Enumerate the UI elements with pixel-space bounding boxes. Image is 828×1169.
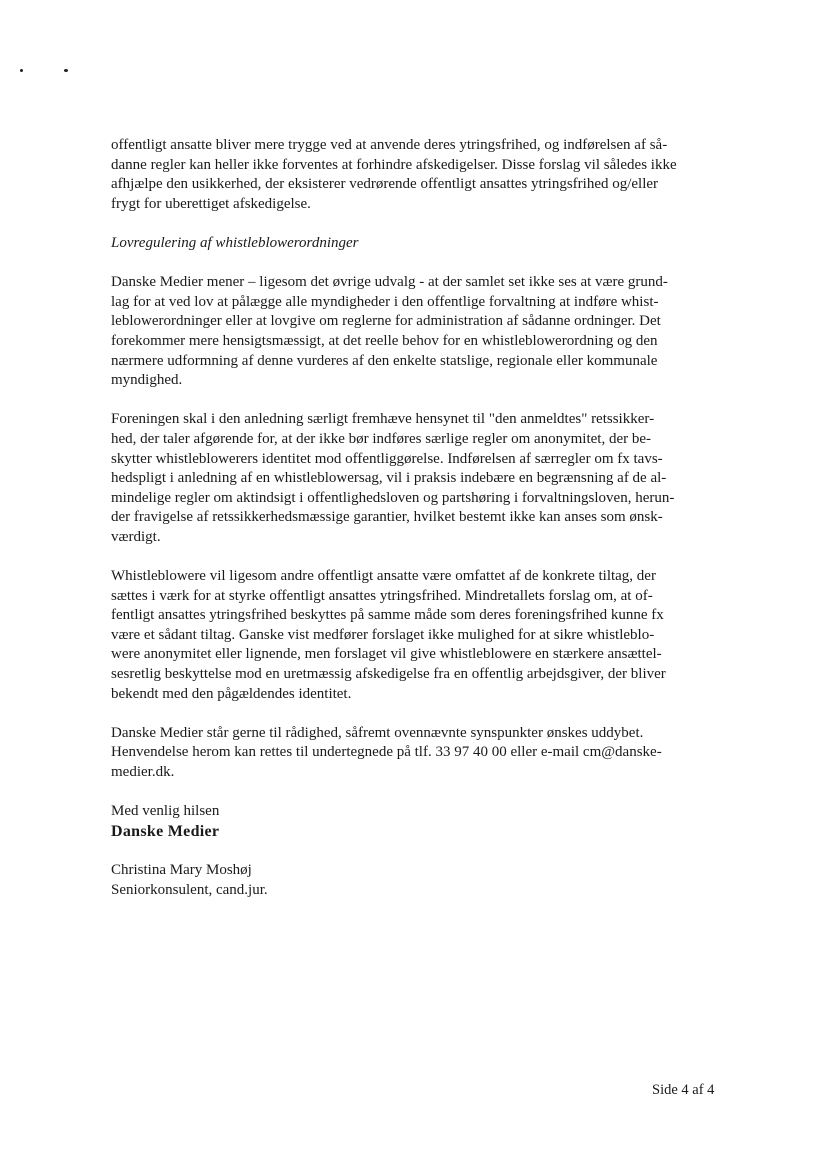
text-line: forekommer mere hensigtsmæssigt, at det reelle behov for en whistleblowerordning og den xyxy=(111,332,658,349)
paragraph-2 xyxy=(111,410,717,547)
text-line: Whistleblowere vil ligesom andre offentligt ansatte være omfattet af de konkrete tiltag, der xyxy=(111,568,656,585)
text-line: fentligt ansattes ytringsfrihed beskyttes på samme måde som deres foreningsfrihed kunne fx xyxy=(111,607,664,624)
text-line: leblowerordninger eller at lovgive om reglerne for administration af sådanne ordninger. Det xyxy=(111,313,661,330)
text-line: Foreningen skal i den anledning særligt fremhæve hensynet til "den anmeldtes" retssikker- xyxy=(111,411,655,428)
text-line: Henvendelse herom kan rettes til undertegnede på tlf. 33 97 40 00 eller e-mail cm@danske- xyxy=(111,744,662,761)
text-line: der fravigelse af retssikkerhedsmæssige garantier, hvilket bestemt ikke kan anses som ønsk- xyxy=(111,509,663,526)
scan-mark xyxy=(20,69,23,72)
text-line: skytter whistleblowerers identitet mod offentliggørelse. Indførelsen af særregler om fx tavs- xyxy=(111,450,663,467)
text-line: sættes i værk for at styrke offentligt ansattes ytringsfrihed. Mindretallets forslag om, at of- xyxy=(111,587,653,604)
text-line: sesretlig beskyttelse mod en uretmæssig afskedigelse fra en offentlig arbejdsgiver, der bliver xyxy=(111,666,666,683)
document-body xyxy=(111,136,717,900)
paragraph-4 xyxy=(111,724,717,783)
signer-title: Seniorkonsulent, cand.jur. xyxy=(111,881,268,898)
text-line: Danske Medier mener – ligesom det øvrige udvalg - at der samlet set ikke ses at være grund- xyxy=(111,274,668,291)
signer-name: Christina Mary Moshøj xyxy=(111,861,252,878)
scan-mark xyxy=(64,69,68,72)
text-line: lag for at ved lov at pålægge alle myndigheder i den offentlige forvaltning at indføre whist- xyxy=(111,293,659,310)
text-line: danne regler kan heller ikke forventes at forhindre afskedigelser. Disse forslag vil således ikke xyxy=(111,156,677,173)
paragraph-1 xyxy=(111,273,717,391)
closing-salutation: Med venlig hilsen xyxy=(111,803,220,820)
text-line: være et sådant tiltag. Ganske vist medfører forslaget ikke mulighed for at sikre whistleblo- xyxy=(111,626,655,643)
text-line: myndighed. xyxy=(111,372,183,389)
company-name: Danske Medier xyxy=(111,822,220,840)
text-line: værdigt. xyxy=(111,528,161,545)
text-line: offentligt ansatte bliver mere trygge ved at anvende deres ytringsfrihed, og indførelsen af så- xyxy=(111,137,668,153)
text-line: nærmere udformning af denne vurderes af den enkelte statslige, regionale eller kommunale xyxy=(111,352,658,369)
text-line: bekendt med den pågældendes identitet. xyxy=(111,685,352,702)
text-line: frygt for uberettiget afskedigelse. xyxy=(111,195,311,212)
text-line: hed, der taler afgørende for, at der ikke bør indføres særlige regler om anonymitet, der be- xyxy=(111,430,652,447)
intro-paragraph xyxy=(111,136,717,214)
text-line: hedspligt i anledning af en whistleblowersag, vil i praksis indebære en begrænsning af de al- xyxy=(111,470,667,487)
section-heading: Lovregulering af whistleblowerordninger xyxy=(111,234,359,251)
text-line: afhjælpe den usikkerhed, der eksisterer vedrørende offentligt ansattes ytringsfrihed og/eller xyxy=(111,176,659,193)
text-line: medier.dk. xyxy=(111,764,175,780)
page-number: Side 4 af 4 xyxy=(652,1082,715,1098)
text-line: were anonymitet eller lignende, men forslaget vil give whistleblowere en stærkere ansættel- xyxy=(111,646,662,663)
text-line: Danske Medier står gerne til rådighed, såfremt ovennævnte synspunkter ønskes uddybet. xyxy=(111,724,644,741)
text-line: mindelige regler om aktindsigt i offentlighedsloven og partshøring i forvaltningsloven, herun- xyxy=(111,489,675,506)
paragraph-3 xyxy=(111,567,717,704)
